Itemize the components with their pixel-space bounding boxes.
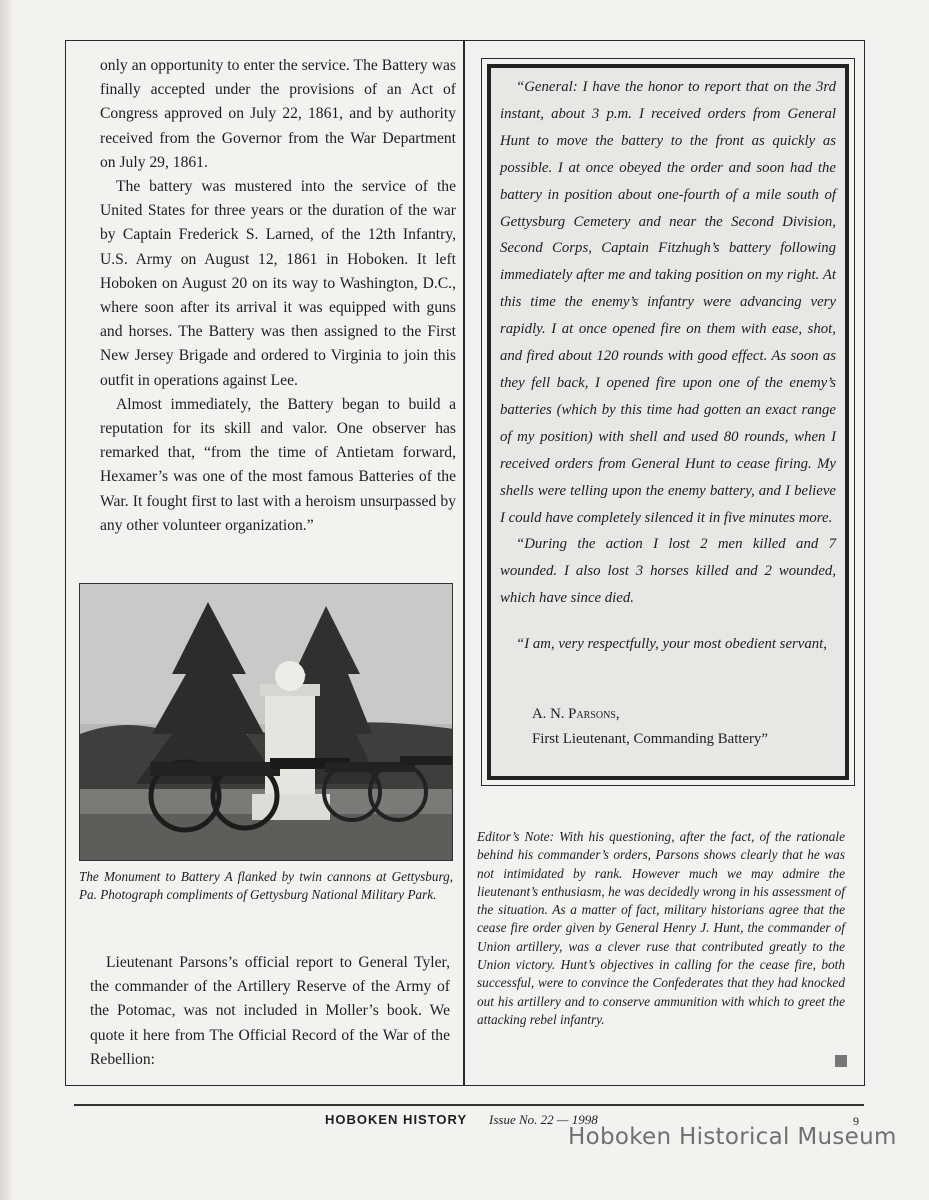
letter-signature — [532, 702, 842, 752]
body-paragraph: Lieutenant Parsons’s official report to General Tyler, the commander of the Artillery Reserve of the Army of the Potomac, was not included in Moller’s book. We quote it here from The Official Record of the War of the Rebellion: — [90, 954, 450, 1068]
letter-paragraph: “During the action I lost 2 men killed and 7 wounded. I also lost 3 horses killed and 2 wounded, which have since died. — [500, 536, 836, 607]
letter-closing: “I am, very respectfully, your most obedient servant, — [516, 636, 827, 653]
photo-caption: The Monument to Battery A flanked by twin cannons at Gettysburg, Pa. Photograph compliments of Gettysburg National Military Park. — [79, 869, 453, 902]
parsons-letter — [500, 74, 836, 658]
monument-photo — [79, 583, 453, 861]
column-divider — [463, 40, 465, 1086]
editor-note: Editor’s Note: With his questioning, after the fact, of the rationale behind his commander’s orders, Parsons shows clearly that he was not intimidated by rank. However much we may admire the lieutenant’s enthusiasm, he was decidedly wrong in his assessment of the situation. As a matter of fact, military historians agree that the cease fire order given by General Henry J. Hunt, the commander of Union artillery, was a clever ruse that contributed greatly to the Union victory. Hunt’s objectives in calling for the cease fire, both successful, were to convince the Confederates that they had knocked out his artillery and to conserve ammunition with which to greet the attacking rebel infantry. — [477, 829, 845, 1027]
end-of-article-mark — [835, 1055, 847, 1067]
footer-issue: Issue No. 22 — 1998 — [489, 1112, 598, 1127]
left-lower-text — [90, 951, 450, 1072]
page-binding-shadow — [0, 0, 14, 1200]
body-paragraph: only an opportunity to enter the service. The Battery was finally accepted under the provisions of an Act of Congress approved on July 22, 1861, and by authority received from the Governor from the War Department on July 29, 1861. — [100, 57, 456, 171]
body-paragraph: Almost immediately, the Battery began to build a reputation for its skill and valor. One observer has remarked that, “from the time of Antietam forward, Hexamer’s was one of the most famous Batteries of the War. It fought first to last with a heroism unsurpassed by any other volunteer organization.” — [100, 395, 456, 534]
body-paragraph: The battery was mustered into the service of the United States for three years or the duration of the war by Captain Frederick S. Larned, of the 12th Infantry, U.S. Army on August 12, 1861 in Hoboken. It left Hoboken on August 20 on its way to Washington, D.C., where soon after its arrival it was equipped with guns and horses. The Battery was then assigned to the First New Jersey Brigade and ordered to Virginia to join this outfit in operations against Lee. — [100, 178, 456, 389]
signature-name: A. N. Parsons, — [532, 706, 620, 722]
footer-publication-title: HOBOKEN HISTORY — [325, 1112, 468, 1127]
monument-photo-drawing — [80, 584, 453, 861]
letter-paragraph: “General: I have the honor to report that on the 3rd instant, about 3 p.m. I received orders from General Hunt to move the battery to the front as quickly as possible. I at once obeyed the order and soon had the battery in position about one-fourth of a mile south of Gettysburg Cemetery and near the Second Division, Second Corps, Captain Fitzhugh’s battery following immediately after me and taking position on my right. At this time the enemy’s infantry were advancing very rapidly. I at once opened fire on them with ease, shot, and fired about 120 rounds with good effect. As soon as they fell back, I opened fire upon one of the enemy’s batteries (which by this time had gotten an exact range of my position) with shell and used 80 rounds, when I received orders from General Hunt to cease firing. My shells were telling upon the enemy battery, and I believe I could have completely silenced it in five minutes more. — [500, 79, 836, 526]
signature-title: First Lieutenant, Commanding Battery” — [532, 731, 768, 747]
left-column-text — [100, 54, 456, 538]
footer-rule — [74, 1104, 864, 1106]
museum-watermark: Hoboken Historical Museum — [568, 1124, 897, 1150]
page-number: 9 — [853, 1114, 859, 1128]
